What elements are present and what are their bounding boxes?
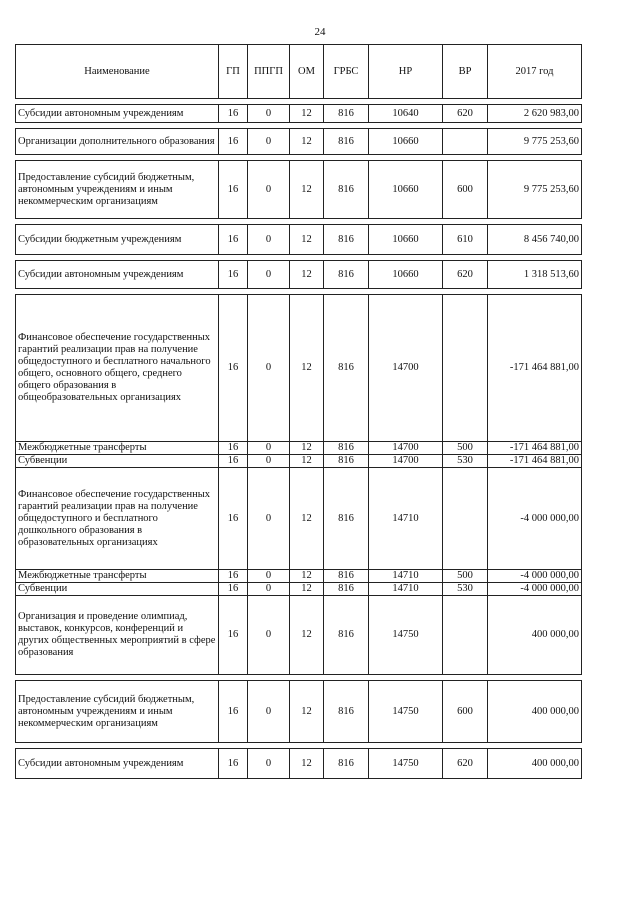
table-row	[16, 455, 582, 468]
header-vr: ВР	[443, 45, 488, 99]
row-ppgp: 0	[248, 225, 290, 255]
row-name: Субсидии автономным учреждениям	[16, 105, 219, 123]
table-row	[16, 583, 582, 596]
table-row	[16, 749, 582, 779]
row-gp: 16	[219, 583, 248, 596]
row-gp: 16	[219, 442, 248, 455]
row-gp: 16	[219, 570, 248, 583]
table-row	[16, 105, 582, 123]
row-om: 12	[290, 596, 324, 675]
row-name: Субвенции	[16, 583, 219, 596]
row-ppgp: 0	[248, 570, 290, 583]
row-nr: 14710	[369, 468, 443, 570]
row-grbs: 816	[324, 295, 369, 442]
row-vr: 620	[443, 749, 488, 779]
budget-table	[15, 44, 582, 779]
row-om: 12	[290, 261, 324, 289]
row-om: 12	[290, 468, 324, 570]
row-om: 12	[290, 583, 324, 596]
row-ppgp: 0	[248, 105, 290, 123]
row-om: 12	[290, 681, 324, 743]
row-grbs: 816	[324, 225, 369, 255]
row-sum: 9 775 253,60	[488, 161, 582, 219]
page-number: 24	[314, 26, 326, 38]
row-grbs: 816	[324, 596, 369, 675]
row-nr: 14750	[369, 596, 443, 675]
table-row	[16, 225, 582, 255]
row-gp: 16	[219, 596, 248, 675]
header-ppgp: ППГП	[248, 45, 290, 99]
row-sum: -4 000 000,00	[488, 468, 582, 570]
row-sum: -171 464 881,00	[488, 455, 582, 468]
row-sum: 9 775 253,60	[488, 129, 582, 155]
row-vr: 530	[443, 455, 488, 468]
header-name: Наименование	[16, 45, 219, 99]
row-sum: 400 000,00	[488, 681, 582, 743]
row-nr: 14750	[369, 749, 443, 779]
row-grbs: 816	[324, 105, 369, 123]
row-nr: 14700	[369, 455, 443, 468]
row-gp: 16	[219, 129, 248, 155]
row-name: Предоставление субсидий бюджетным, автономным учреждениям и иным некоммерческим организациям	[16, 161, 219, 219]
row-om: 12	[290, 442, 324, 455]
row-name: Финансовое обеспечение государственных гарантий реализации прав на получение общедоступного и бесплатного начального общего, основного общего, среднего общего образования в общеобразовательных организациях	[16, 295, 219, 442]
row-ppgp: 0	[248, 161, 290, 219]
row-gp: 16	[219, 468, 248, 570]
row-ppgp: 0	[248, 295, 290, 442]
table-row	[16, 295, 582, 442]
row-vr	[443, 468, 488, 570]
row-grbs: 816	[324, 583, 369, 596]
row-name: Субвенции	[16, 455, 219, 468]
row-vr: 600	[443, 681, 488, 743]
header-grbs: ГРБС	[324, 45, 369, 99]
row-grbs: 816	[324, 129, 369, 155]
row-grbs: 816	[324, 570, 369, 583]
row-nr: 14710	[369, 583, 443, 596]
row-name: Организация и проведение олимпиад, выставок, конкурсов, конференций и других общественных мероприятий в сфере образования	[16, 596, 219, 675]
table-row	[16, 161, 582, 219]
table-row	[16, 442, 582, 455]
row-nr: 10640	[369, 105, 443, 123]
row-vr: 530	[443, 583, 488, 596]
row-nr: 10660	[369, 261, 443, 289]
row-vr: 610	[443, 225, 488, 255]
row-grbs: 816	[324, 442, 369, 455]
row-gp: 16	[219, 105, 248, 123]
row-om: 12	[290, 295, 324, 442]
row-nr: 14700	[369, 442, 443, 455]
row-sum: -4 000 000,00	[488, 583, 582, 596]
table-row	[16, 129, 582, 155]
row-sum: 8 456 740,00	[488, 225, 582, 255]
row-sum: -4 000 000,00	[488, 570, 582, 583]
row-grbs: 816	[324, 261, 369, 289]
table-row	[16, 570, 582, 583]
row-gp: 16	[219, 225, 248, 255]
row-sum: 2 620 983,00	[488, 105, 582, 123]
row-name: Организации дополнительного образования	[16, 129, 219, 155]
row-gp: 16	[219, 295, 248, 442]
row-gp: 16	[219, 749, 248, 779]
table-row	[16, 681, 582, 743]
header-om: ОМ	[290, 45, 324, 99]
row-grbs: 816	[324, 749, 369, 779]
header-year: 2017 год	[488, 45, 582, 99]
row-om: 12	[290, 749, 324, 779]
row-vr	[443, 295, 488, 442]
table-row	[16, 596, 582, 675]
row-grbs: 816	[324, 455, 369, 468]
row-name: Субсидии автономным учреждениям	[16, 261, 219, 289]
row-sum: 1 318 513,60	[488, 261, 582, 289]
row-nr: 10660	[369, 161, 443, 219]
row-name: Финансовое обеспечение государственных гарантий реализации прав на получение общедоступного и бесплатного дошкольного образования в образовательных организациях	[16, 468, 219, 570]
row-sum: -171 464 881,00	[488, 295, 582, 442]
row-vr: 620	[443, 105, 488, 123]
row-nr: 10660	[369, 129, 443, 155]
table-row	[16, 261, 582, 289]
row-grbs: 816	[324, 161, 369, 219]
row-vr: 500	[443, 442, 488, 455]
row-nr: 14700	[369, 295, 443, 442]
row-gp: 16	[219, 681, 248, 743]
row-gp: 16	[219, 261, 248, 289]
row-om: 12	[290, 129, 324, 155]
row-vr: 600	[443, 161, 488, 219]
row-name: Межбюджетные трансферты	[16, 570, 219, 583]
row-ppgp: 0	[248, 681, 290, 743]
row-ppgp: 0	[248, 261, 290, 289]
header-nr: НР	[369, 45, 443, 99]
row-sum: 400 000,00	[488, 749, 582, 779]
row-ppgp: 0	[248, 442, 290, 455]
row-om: 12	[290, 455, 324, 468]
row-om: 12	[290, 105, 324, 123]
row-name: Субсидии бюджетным учреждениям	[16, 225, 219, 255]
row-gp: 16	[219, 161, 248, 219]
row-ppgp: 0	[248, 129, 290, 155]
table-row	[16, 468, 582, 570]
row-gp: 16	[219, 455, 248, 468]
row-vr: 500	[443, 570, 488, 583]
header-gp: ГП	[219, 45, 248, 99]
row-vr: 620	[443, 261, 488, 289]
row-grbs: 816	[324, 468, 369, 570]
row-nr: 14750	[369, 681, 443, 743]
row-om: 12	[290, 161, 324, 219]
row-name: Субсидии автономным учреждениям	[16, 749, 219, 779]
row-sum: -171 464 881,00	[488, 442, 582, 455]
row-sum: 400 000,00	[488, 596, 582, 675]
row-ppgp: 0	[248, 596, 290, 675]
header-row	[16, 45, 582, 99]
row-nr: 10660	[369, 225, 443, 255]
row-ppgp: 0	[248, 749, 290, 779]
row-ppgp: 0	[248, 455, 290, 468]
row-name: Межбюджетные трансферты	[16, 442, 219, 455]
row-name: Предоставление субсидий бюджетным, автономным учреждениям и иным некоммерческим организациям	[16, 681, 219, 743]
row-ppgp: 0	[248, 583, 290, 596]
row-om: 12	[290, 570, 324, 583]
row-grbs: 816	[324, 681, 369, 743]
row-om: 12	[290, 225, 324, 255]
row-ppgp: 0	[248, 468, 290, 570]
row-vr	[443, 129, 488, 155]
row-nr: 14710	[369, 570, 443, 583]
row-vr	[443, 596, 488, 675]
